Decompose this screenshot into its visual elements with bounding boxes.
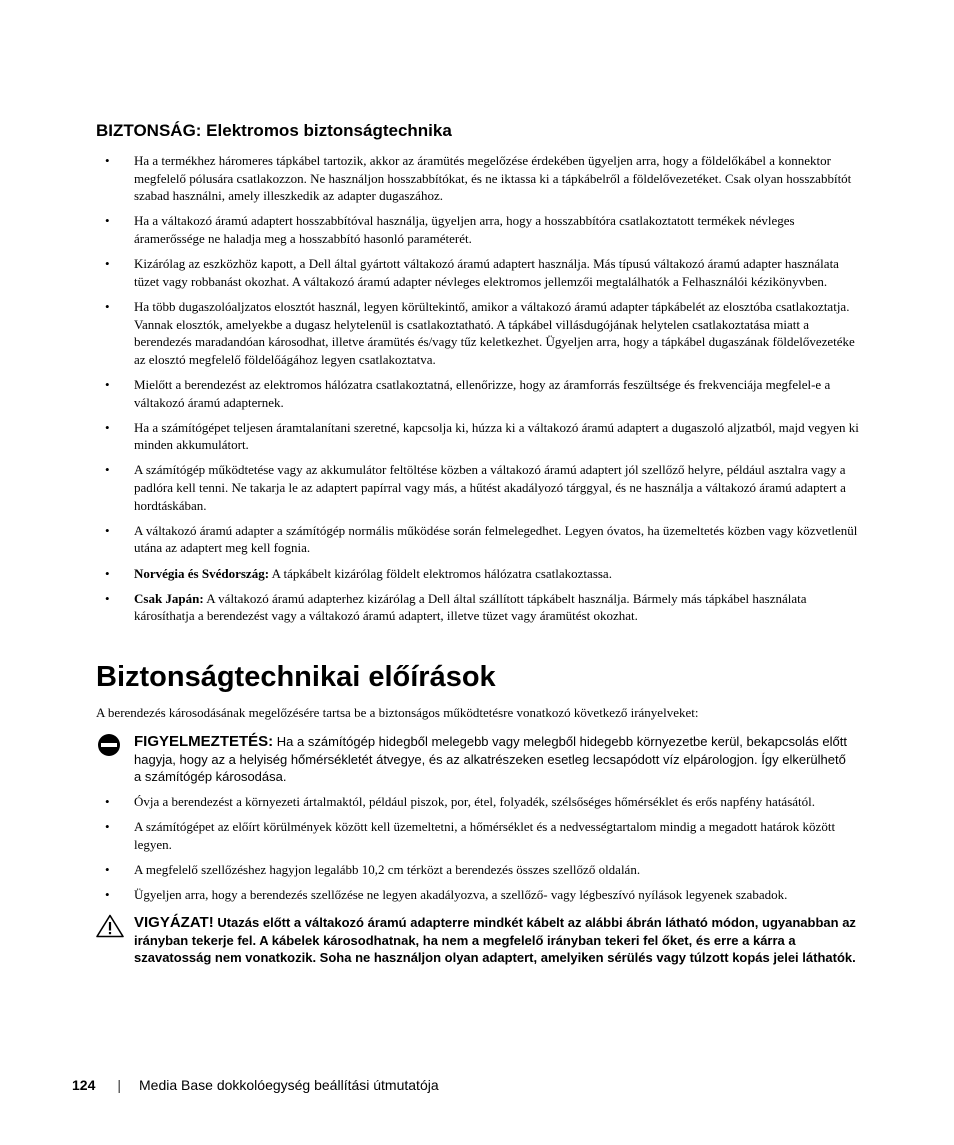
safety-guidelines-list [96, 793, 860, 911]
list-item-text: Kizárólag az eszközhöz kapott, a Dell által gyártott váltakozó áramú adaptert használja. Más típusú váltakozó áramú adapter használata tüzet vagy robbanást okozhat. A váltakozó áramú adapter névleges elektromos jellemzői megtalálhatók a Felhasználói kézikönyvben. [134, 256, 839, 289]
list-item [96, 461, 860, 514]
list-item-text: A számítógépet az előírt körülmények között kell üzemeltetni, a hőmérséklet és a nedvességtartalom mindig a megadott határok között legyen. [134, 819, 836, 852]
notice-text: Ha a számítógép hidegből melegebb vagy melegből hidegebb környezetbe kerül, bekapcsolás előtt hagyja, hogy az a helyiség hőmérsékletét átvegye, és az alkatrészeken esetleg lecsapódott víz elpárologjon. Így elkerülhető a számítógép károsodása. [134, 734, 847, 785]
list-item-text: Mielőtt a berendezést az elektromos hálózatra csatlakoztatná, ellenőrizze, hogy az áramforrás feszültsége és frekvenciája megfelel-e a váltakozó áramú adapternek. [134, 376, 831, 410]
list-item-text: A tápkábelt kizárólag földelt elektromos hálózatra csatlakoztassa. [269, 565, 612, 581]
list-item [96, 861, 860, 879]
notice-icon [96, 733, 122, 762]
footer-separator: | [117, 1077, 121, 1093]
caution-block [96, 914, 856, 967]
caution-label: VIGYÁZAT! [134, 914, 214, 931]
warning-triangle-icon [96, 914, 124, 943]
footer-title: Media Base dokkolóegység beállítási útmutatója [139, 1077, 439, 1093]
list-item [96, 793, 860, 811]
list-item-text: A váltakozó áramú adapter a számítógép normális működése során felmelegedhet. Legyen óvatos, ha üzemeltetés közben vagy közvetlenül utána az adaptert meg kell fognia. [134, 522, 858, 556]
list-item [96, 152, 860, 205]
list-item-text: A számítógép működtetése vagy az akkumulátor feltöltése közben a váltakozó áramú adaptert jól szellőző helyre, például asztalra vagy a padlóra kell tenni. Ne takarja le az adaptert papírral vagy más, a hűtést akadályozó tárggyal, és ne használja a váltakozó áramú adaptert a hordtáskában. [134, 462, 846, 513]
list-item [96, 255, 860, 290]
list-item-lead: Norvégia és Svédország: [134, 565, 270, 581]
electrical-safety-list [96, 152, 860, 633]
list-item [96, 818, 860, 853]
list-item-text: Ügyeljen arra, hogy a berendezés szellőzése ne legyen akadályozva, a szellőző- vagy légbeszívó nyílások legyenek szabadok. [134, 887, 788, 903]
list-item-text: Ha a termékhez háromeres tápkábel tartozik, akkor az áramütés megelőzése érdekében ügyeljen arra, hogy a földelőkábel a konnektor megfelelő pólusára csatlakozzon. Ne használjon hosszabbítókat, és ne iktassa ki a tápkábelről a földelővezetéket. Csak olyan hosszabbítót szabad használni, amely illeszkedik az adapter dugaszához. [134, 153, 852, 204]
list-item-text: A megfelelő szellőzéshez hagyjon legalább 10,2 cm térközt a berendezés összes szellőző oldalán. [134, 861, 641, 877]
notice-label: FIGYELMEZTETÉS: [134, 733, 274, 750]
section-heading-electrical-safety: BIZTONSÁG: Elektromos biztonságtechnika [96, 121, 452, 140]
list-item [96, 522, 860, 557]
list-item-text: Ha a váltakozó áramú adaptert hosszabbítóval használja, ügyeljen arra, hogy a hosszabbítóra csatlakoztatott termékek névleges áramerőssége ne haladja meg a hosszabbító hasonló paraméterét. [134, 213, 795, 246]
list-item [96, 419, 860, 454]
list-item-lead: Csak Japán: [134, 590, 204, 606]
notice-block [96, 733, 856, 786]
list-item-text: Óvja a berendezést a környezeti ártalmaktól, például piszok, por, étel, folyadék, szélsőséges hőmérséklet és erős napfény hatásától. [134, 794, 816, 809]
page-title: Biztonságtechnikai előírások [96, 661, 496, 693]
list-item [96, 212, 860, 247]
list-item-text: A váltakozó áramú adapterhez kizárólag a Dell által szállított tápkábelt használja. Bármely más tápkábel használata károsíthatja a berendezést vagy a váltakozó áramú adaptert, illetve tüzet vagy áramütést okozhat. [134, 590, 807, 624]
page-number: 124 [72, 1077, 96, 1093]
list-item [96, 590, 860, 625]
list-item-text: Ha több dugaszolóaljzatos elosztót használ, legyen körültekintő, amikor a váltakozó áramú adapter tápkábelét az elosztóba csatlakoztatja. Vannak elosztók, amelyekbe a dugasz helytelenül is csatlakoztatható. A tápkábel villásdugójának helytelen csatlakoztatása miatt a berendezés maradandóan károsodhat, illetve áramütés és/vagy tűz keletkezhet. Ügyeljen arra, hogy a tápkábel dugaszának földelővezetéke az elosztó megfelelő földelőágához legyen csatlakoztatva. [134, 298, 855, 367]
list-item [96, 298, 860, 368]
list-item-text: Ha a számítógépet teljesen áramtalanítani szeretné, kapcsolja ki, húzza ki a váltakozó áramú adaptert a dugaszoló aljzatból, majd vegyen ki minden akkumulátort. [134, 419, 859, 453]
caution-text: Utazás előtt a váltakozó áramú adapterre mindkét kábelt az alábbi ábrán látható módon, ugyanabban az irányban tekerje fel. A kábelek károsodhatnak, ha nem a megfelelő irányban tekeri fel őket, és erre a kárra a szavatosság nem vonatkozik. Soha ne használjon olyan adaptert, amelyiken sérülés vagy túlzott kopás jelei láthatók. [134, 915, 856, 966]
list-item [96, 376, 860, 411]
page-footer [72, 1077, 439, 1093]
list-item [96, 565, 860, 583]
intro-paragraph: A berendezés károsodásának megelőzésére tartsa be a biztonságos működtetésre vonatkozó következő irányelveket: [96, 705, 699, 720]
list-item [96, 886, 860, 904]
